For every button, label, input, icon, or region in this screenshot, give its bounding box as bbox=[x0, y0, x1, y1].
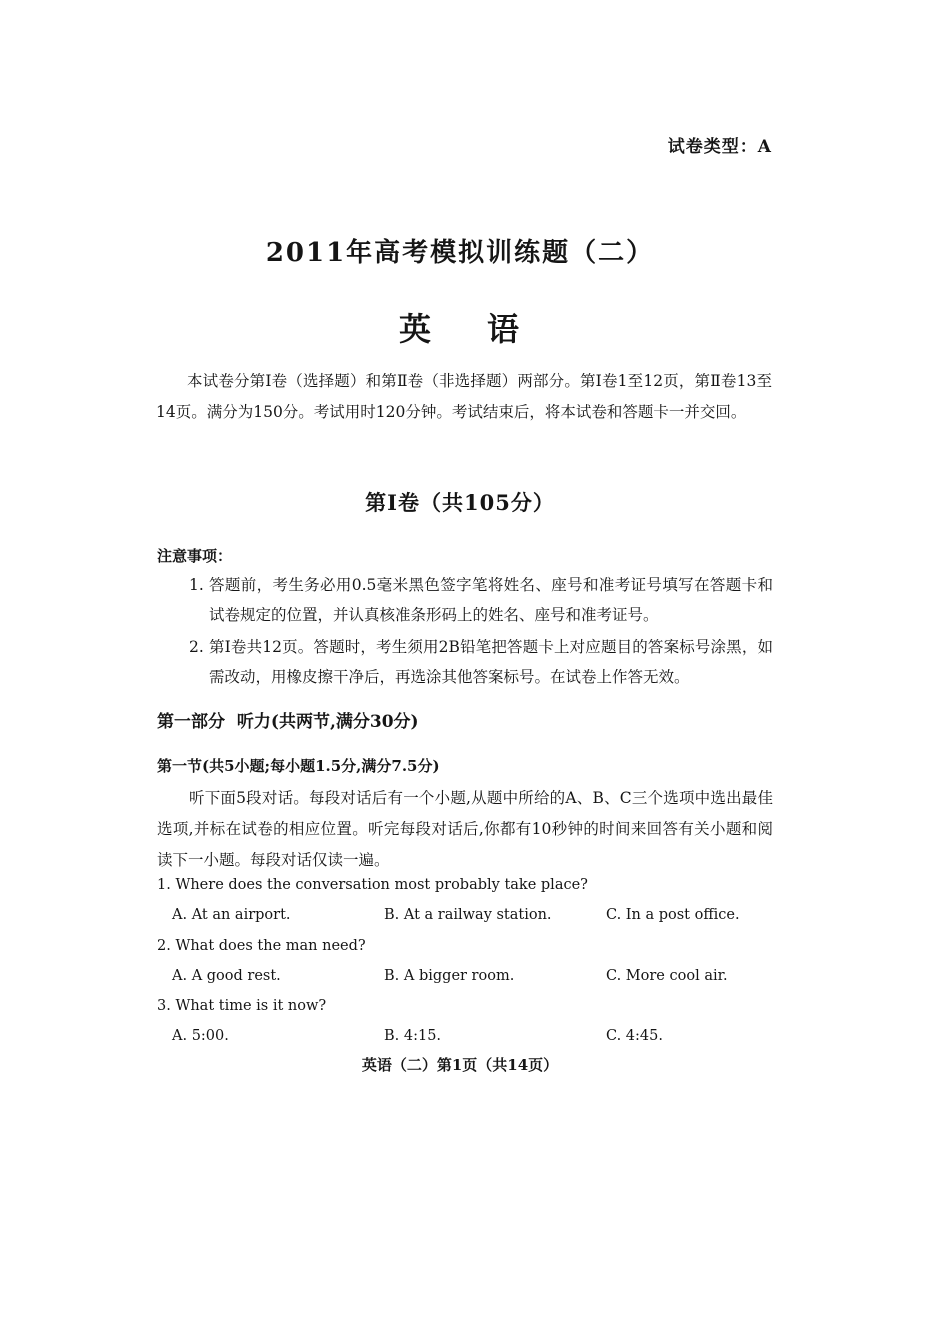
option-c: C. 4:45. bbox=[606, 1028, 663, 1044]
notice-heading: 注意事项： bbox=[157, 547, 233, 565]
question-stem: 2. What does the man need? bbox=[157, 938, 366, 954]
exam-title: 2011年高考模拟训练题（二） bbox=[265, 238, 655, 268]
option-b: B. 4:15. bbox=[384, 1028, 442, 1044]
notice-item-text: 答题前，考生务必用0.5毫米黑色签字笔将姓名、座号和准考证号填写在答题卡和试卷规定的位置，并认真核准条形码上的姓名、座号和准考证号。 bbox=[209, 576, 773, 624]
part-heading: 第一部分 听力(共两节,满分30分) bbox=[157, 712, 419, 732]
option-a: A. At an airport. bbox=[172, 907, 291, 923]
subject-char-1: 英 bbox=[398, 310, 433, 348]
section-heading: 第一节(共5小题;每小题1.5分,满分7.5分) bbox=[157, 757, 440, 775]
question-stem: 1. Where does the conversation most probably take place? bbox=[157, 877, 588, 893]
exam-intro: 本试卷分第Ⅰ卷（选择题）和第Ⅱ卷（非选择题）两部分。第Ⅰ卷1至12页，第Ⅱ卷13至14页。满分为150分。考试用时120分钟。考试结束后，将本试卷和答题卡一并交回。 bbox=[156, 372, 772, 421]
option-c: C. More cool air. bbox=[606, 968, 728, 984]
notice-item-text: 第Ⅰ卷共12页。答题时，考生须用2B铅笔把答题卡上对应题目的答案标号涂黑，如需改动，用橡皮擦干净后，再选涂其他答案标号。在试卷上作答无效。 bbox=[209, 638, 773, 686]
option-b: B. At a railway station. bbox=[384, 907, 552, 923]
volume-title: 第Ⅰ卷（共105分） bbox=[365, 490, 555, 515]
notice-item-number: 2. bbox=[189, 638, 204, 656]
question-stem: 3. What time is it now? bbox=[157, 998, 327, 1014]
option-a: A. A good rest. bbox=[172, 968, 281, 984]
subject-char-2: 语 bbox=[487, 310, 522, 348]
page-footer: 英语（二）第1页（共14页） bbox=[361, 1056, 559, 1074]
notice-item bbox=[189, 632, 773, 692]
option-c: C. In a post office. bbox=[606, 907, 740, 923]
option-a: A. 5:00. bbox=[172, 1028, 229, 1044]
notice-item bbox=[189, 570, 773, 630]
subject-title bbox=[0, 304, 920, 350]
paper-type-label: 试卷类型：A bbox=[667, 137, 772, 157]
option-b: B. A bigger room. bbox=[384, 968, 515, 984]
notice-item-number: 1. bbox=[189, 576, 204, 594]
section-directions: 听下面5段对话。每段对话后有一个小题,从题中所给的A、B、C三个选项中选出最佳选项,并标在试卷的相应位置。听完每段对话后,你都有10秒钟的时间来回答有关小题和阅读下一小题。每段对话仅读一遍。 bbox=[157, 789, 773, 869]
